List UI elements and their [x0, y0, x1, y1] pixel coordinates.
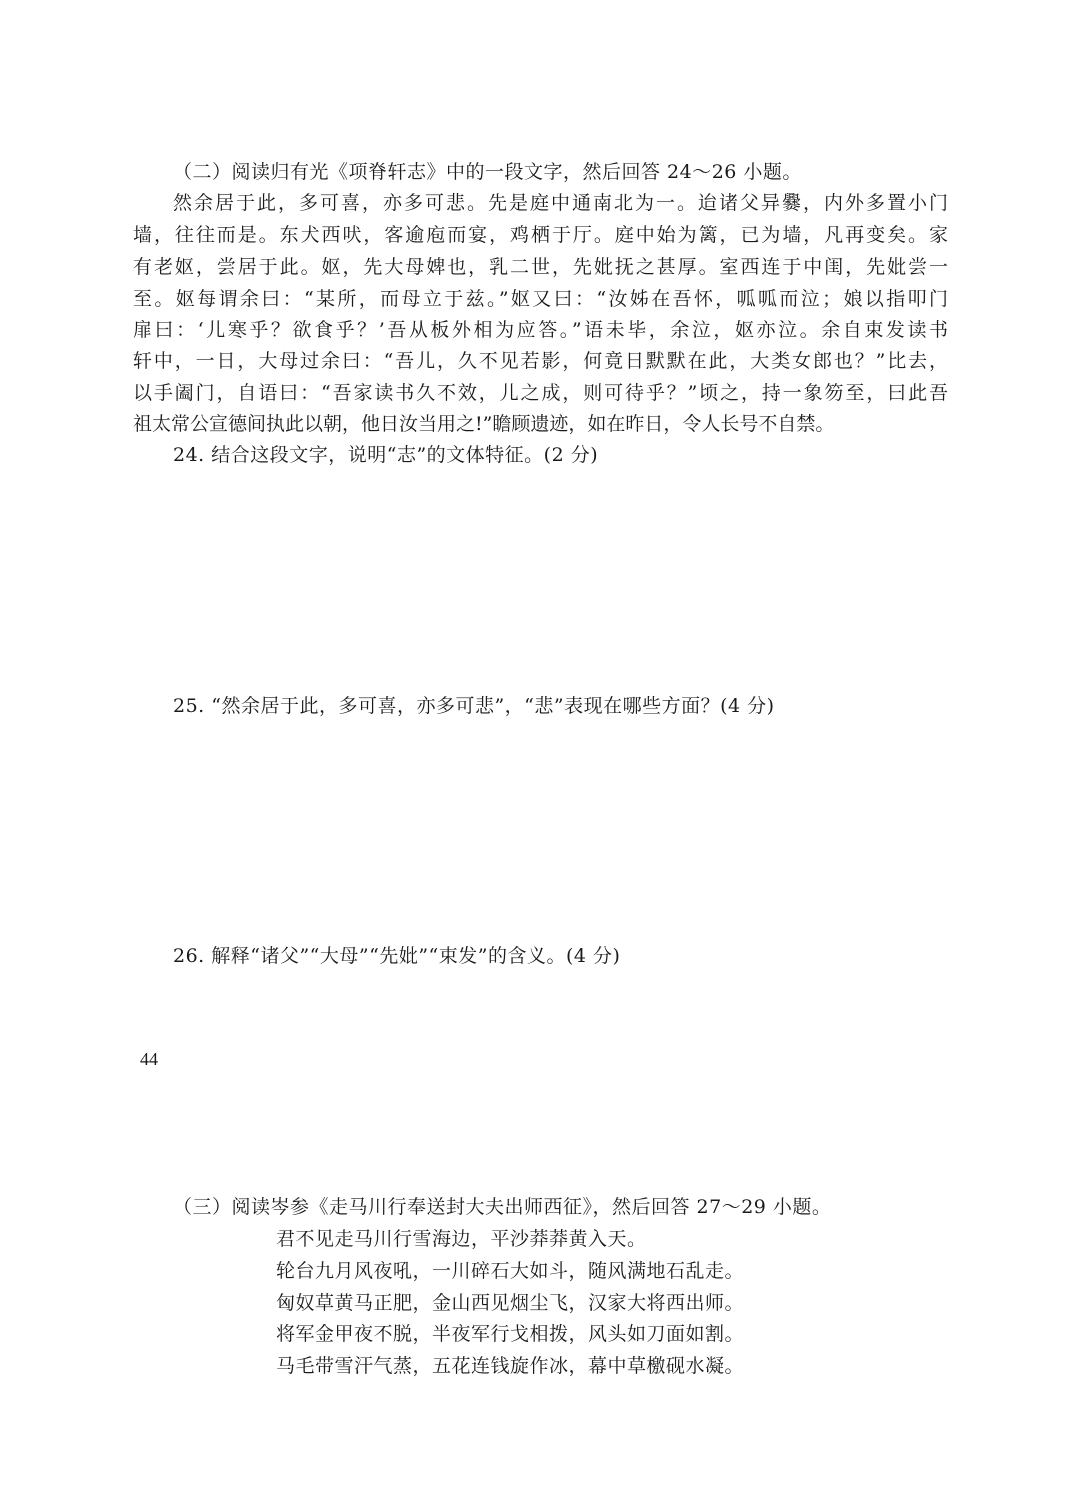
question-25: 25. “然余居于此，多可喜，亦多可悲”，“悲”表现在哪些方面？(4 分) [173, 695, 775, 717]
passage-line: 祖太常公宣德间执此以朝，他日汝当用之!”瞻顾遗迹，如在昨日，令人长号不自禁。 [133, 413, 835, 435]
section-3-heading: （三）阅读岑参《走马川行奉送封大夫出师西征》，然后回答 27～29 小题。 [173, 1196, 832, 1218]
question-26: 26. 解释“诸父”“大母”“先妣”“束发”的含义。(4 分) [173, 945, 621, 967]
passage-line: 墙，往往而是。东犬西吠，客逾庖而宴，鸡栖于厅。庭中始为篱，已为墙，凡再变矣。家 [133, 224, 948, 246]
poem-line: 匈奴草黄马正肥，金山西见烟尘飞，汉家大将西出师。 [276, 1292, 745, 1314]
poem-line: 马毛带雪汗气蒸，五花连钱旋作冰，幕中草檄砚水凝。 [276, 1355, 745, 1377]
passage-line: 至。妪每谓余曰：“某所，而母立于兹。”妪又曰：“汝姊在吾怀，呱呱而泣；娘以指叩门 [133, 288, 948, 310]
passage-line: 轩中，一日，大母过余曰：“吾儿，久不见若影，何竟日默默在此，大类女郎也？”比去， [133, 350, 948, 372]
page-number: 44 [140, 1049, 158, 1069]
poem-line: 轮台九月风夜吼，一川碎石大如斗，随风满地石乱走。 [276, 1260, 745, 1282]
passage-line: 有老妪，尝居于此。妪，先大母婢也，乳二世，先妣抚之甚厚。室西连于中闺，先妣尝一 [133, 256, 948, 278]
poem-line: 将军金甲夜不脱，半夜军行戈相拨，风头如刀面如割。 [276, 1323, 745, 1345]
passage-line: 以手阖门，自语曰：“吾家读书久不效，儿之成，则可待乎？”顷之，持一象笏至，曰此吾 [133, 382, 948, 404]
passage-line: 扉曰：‘儿寒乎？欲食乎？’吾从板外相为应答。”语未毕，余泣，妪亦泣。余自束发读书 [133, 319, 948, 341]
section-2-heading: （二）阅读归有光《项脊轩志》中的一段文字，然后回答 24～26 小题。 [173, 161, 802, 183]
poem-line: 君不见走马川行雪海边，平沙莽莽黄入天。 [276, 1228, 647, 1250]
question-24: 24. 结合这段文字，说明“志”的文体特征。(2 分) [173, 444, 599, 466]
passage-line: 然余居于此，多可喜，亦多可悲。先是庭中通南北为一。迨诸父异爨，内外多置小门 [173, 192, 948, 214]
